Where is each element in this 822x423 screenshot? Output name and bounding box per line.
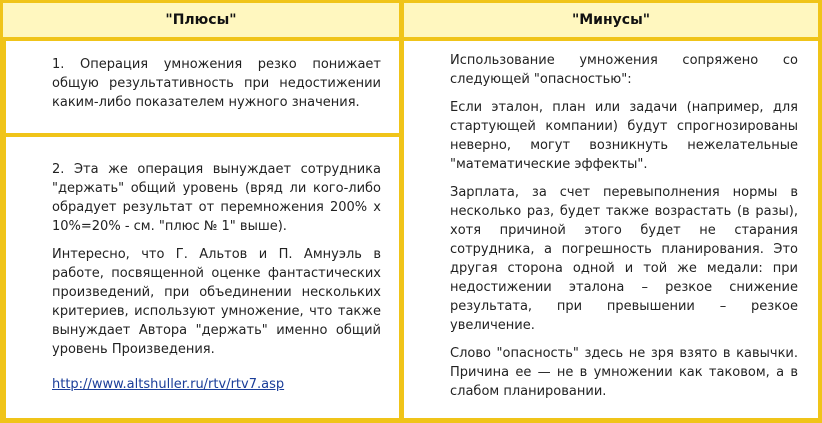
header-pros-label: "Плюсы" [165,12,237,28]
cons-para-2: Если эталон, план или задачи (например, для стартующей компании) будут спрогнозированы неверно, могут возникнуть нежелательные "математические эффекты". [450,100,798,172]
pros-cell-1 [6,41,399,133]
pros-item-3: Интересно, что Г. Альтов и П. Амнуэль в работе, посвященной оценке фантастических произведений, при объединении нескольких критериев, используют умножение, что также вынуждает Автора "держать" именно общий уровень Произведения. [52,247,381,357]
pros-item-1: 1. Операция умножения резко понижает общую результативность при недостижении каким-либо показателем нужного значения. [52,57,381,110]
altshuller-link[interactable]: http://www.altshuller.ru/rtv/rtv7.asp [52,377,285,392]
cons-para-1: Использование умножения сопряжено со следующей "опасностью": [450,53,798,87]
cons-cell [404,41,818,418]
cons-para-3: Зарплата, за счет перевыполнения нормы в несколько раз, будет также возрастать (в разы), хотя причиной этого будет не старания сотрудника, а погрешность планирования. Это другая сторона одной и той же медали: при недостижении эталона – резкое снижение результата, при превышении – резкое увеличение. [450,185,798,333]
pros-cell-2 [6,137,399,418]
pros-item-2: 2. Эта же операция вынуждает сотрудника "держать" общий уровень (вряд ли кого-либо обрадует результат от перемножения 200% х 10%=20% - см. "плюс № 1" выше). [52,162,381,234]
header-pros [3,3,399,37]
cons-para-4: Слово "опасность" здесь не зря взято в кавычки. Причина ее — не в умножении как таковом, а в слабом планировании. [450,346,798,399]
header-cons-label: "Минусы" [571,12,651,28]
header-cons [404,3,818,37]
